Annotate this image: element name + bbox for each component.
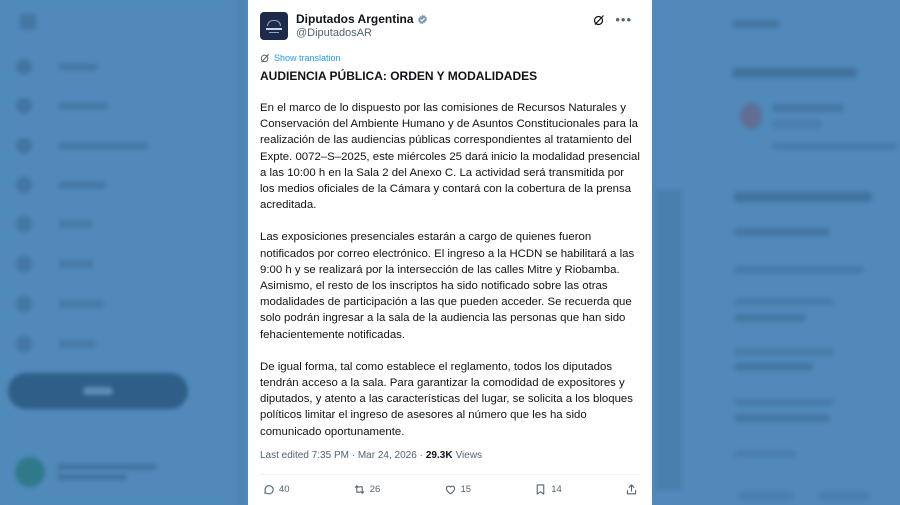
tweet-card <box>248 0 652 505</box>
grok-icon <box>16 216 32 232</box>
tweet-paragraph-2: Las exposiciones presenciales estarán a cargo de quienes fueron notificados por correo electrónico. El ingreso a la HCDN se habilitará a las 9:00 h y se realizará por la intersección de las calles Mitre y Riobamba. Asimismo, el resto de los inscriptos ha sido notificado sobre las otras modalidades de participación a las que pueden acceder. Se recuerda que solo podrán ingresar a la sala de la audiencia las personas que han sido fehacientemente notificadas. <box>260 231 635 341</box>
bookmark-button[interactable] <box>534 483 562 496</box>
tweet-header <box>260 0 640 46</box>
list-icon <box>16 256 32 272</box>
nav-item-lists <box>16 254 94 274</box>
repost-icon <box>353 483 366 496</box>
repost-count: 26 <box>369 484 381 495</box>
whats-happening-heading <box>734 192 872 202</box>
tweet-meta <box>260 450 482 461</box>
share-icon <box>625 483 638 496</box>
avatar <box>740 103 762 129</box>
bookmark-icon <box>534 483 547 496</box>
divider <box>260 474 640 475</box>
tweet-actions <box>262 483 638 496</box>
author-avatar[interactable] <box>260 12 288 40</box>
mail-icon <box>16 177 32 193</box>
congress-dome-icon <box>267 20 281 26</box>
x-logo-icon <box>20 14 36 30</box>
reply-count: 40 <box>279 484 290 495</box>
blurred-right-column <box>652 0 900 505</box>
relevant-people-heading <box>732 68 857 78</box>
reply-button[interactable] <box>262 483 290 496</box>
reply-icon <box>262 483 275 496</box>
post-button <box>8 373 188 409</box>
search-icon <box>16 98 32 114</box>
author-display-name[interactable]: Diputados Argentina <box>296 12 414 26</box>
blurred-left-nav <box>0 0 248 505</box>
verified-badge-icon <box>417 14 428 25</box>
like-count: 15 <box>460 484 472 495</box>
user-icon <box>16 296 32 312</box>
bell-icon <box>16 138 32 154</box>
more-icon[interactable]: ••• <box>615 12 632 27</box>
nav-item-more <box>16 334 96 354</box>
show-translation-link[interactable]: Show translation <box>260 52 640 64</box>
share-button[interactable] <box>625 483 638 496</box>
nav-item-grok <box>16 214 92 234</box>
tweet-title: AUDIENCIA PÚBLICA: ORDEN Y MODALIDADES <box>260 69 538 83</box>
nav-item-messages <box>16 175 106 195</box>
heart-icon <box>444 483 457 496</box>
views-label: Views <box>455 450 483 461</box>
tweet-paragraph-1: En el marco de lo dispuesto por las comisiones de Recursos Naturales y Conservación del Ambiente Humano y de Asuntos Constitucionales para la realización de las audiencias públicas correspondientes al tratamiento del Expte. 0072–S–2025, este miércoles 25 dará inicio la modalidad presencial a las 10:00 h en la Sala 2 del Anexo C. La actividad será transmitida por los medios oficiales de la Cámara y contará con la cobertura de la prensa acreditada. <box>260 102 640 212</box>
more-circle-icon <box>16 336 32 352</box>
nav-item-profile <box>16 294 104 314</box>
grok-icon[interactable] <box>593 14 605 26</box>
account-switcher <box>15 457 157 487</box>
tweet-body <box>260 100 640 440</box>
views-count: 29.3K <box>425 450 453 461</box>
tweet-paragraph-3: De igual forma, tal como establece el reglamento, todos los diputados tendrán acceso a la sala. Para garantizar la comodidad de expositores y diputados, y atento a las características del lugar, se solicita a los bloques políticos limitar el ingreso de asesores al número que les ha sido comunicado oportunamente. <box>260 360 633 438</box>
like-button[interactable] <box>444 483 472 496</box>
translate-icon <box>260 53 270 63</box>
nav-item-notifications <box>16 136 148 156</box>
avatar <box>15 457 45 487</box>
bookmark-count: 14 <box>551 484 562 495</box>
nav-item-home <box>16 57 98 77</box>
edited-timestamp[interactable]: Last edited 7:35 PM · Mar 24, 2026 · <box>260 450 423 461</box>
home-icon <box>16 59 32 75</box>
nav-item-explore <box>16 96 108 116</box>
repost-button[interactable] <box>353 483 381 496</box>
author-handle[interactable]: @DiputadosAR <box>296 27 372 39</box>
